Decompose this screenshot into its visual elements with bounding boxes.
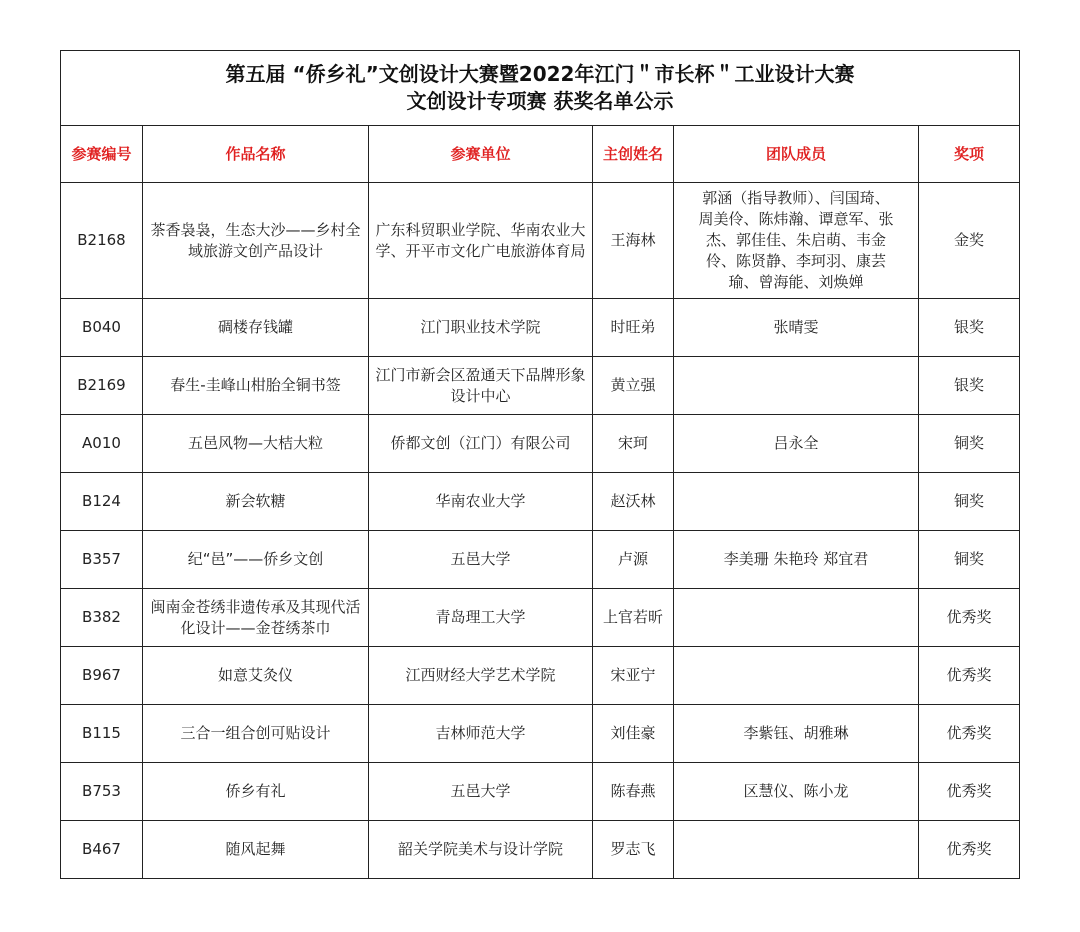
cell-id: B115 <box>61 705 143 763</box>
cell-work: 侨乡有礼 <box>143 763 369 821</box>
cell-lead: 赵沃林 <box>593 473 674 531</box>
cell-award: 银奖 <box>919 357 1020 415</box>
table-title <box>61 51 1020 126</box>
cell-team <box>674 589 919 647</box>
cell-work: 随风起舞 <box>143 821 369 879</box>
cell-lead: 宋珂 <box>593 415 674 473</box>
cell-work: 新会软糖 <box>143 473 369 531</box>
table-row <box>61 705 1020 763</box>
cell-award: 铜奖 <box>919 473 1020 531</box>
table-row <box>61 821 1020 879</box>
header-team: 团队成员 <box>674 126 919 183</box>
cell-team <box>674 357 919 415</box>
cell-award: 铜奖 <box>919 531 1020 589</box>
cell-lead: 上官若昕 <box>593 589 674 647</box>
cell-lead: 王海林 <box>593 183 674 299</box>
cell-lead: 宋亚宁 <box>593 647 674 705</box>
cell-id: B467 <box>61 821 143 879</box>
cell-lead: 黄立强 <box>593 357 674 415</box>
cell-team: 李紫钰、胡雅琳 <box>674 705 919 763</box>
cell-unit: 江门市新会区盈通天下品牌形象设计中心 <box>369 357 593 415</box>
cell-lead: 时旺弟 <box>593 299 674 357</box>
cell-work: 春生-圭峰山柑胎全铜书签 <box>143 357 369 415</box>
table-row <box>61 531 1020 589</box>
cell-team <box>674 473 919 531</box>
cell-award: 优秀奖 <box>919 763 1020 821</box>
cell-award: 金奖 <box>919 183 1020 299</box>
cell-award: 优秀奖 <box>919 589 1020 647</box>
header-row <box>61 126 1020 183</box>
cell-work: 五邑风物—大桔大粒 <box>143 415 369 473</box>
cell-unit: 侨都文创（江门）有限公司 <box>369 415 593 473</box>
cell-unit: 五邑大学 <box>369 531 593 589</box>
cell-team: 吕永全 <box>674 415 919 473</box>
cell-id: B040 <box>61 299 143 357</box>
award-list-table <box>60 50 1020 879</box>
table-row <box>61 357 1020 415</box>
cell-lead: 卢源 <box>593 531 674 589</box>
table-row <box>61 589 1020 647</box>
cell-unit: 江西财经大学艺术学院 <box>369 647 593 705</box>
cell-award: 优秀奖 <box>919 647 1020 705</box>
cell-unit: 韶关学院美术与设计学院 <box>369 821 593 879</box>
table-row <box>61 473 1020 531</box>
cell-id: B2168 <box>61 183 143 299</box>
cell-id: A010 <box>61 415 143 473</box>
header-work: 作品名称 <box>143 126 369 183</box>
cell-id: B967 <box>61 647 143 705</box>
cell-work: 碉楼存钱罐 <box>143 299 369 357</box>
cell-award: 银奖 <box>919 299 1020 357</box>
cell-work: 茶香袅袅，生态大沙——乡村全域旅游文创产品设计 <box>143 183 369 299</box>
cell-lead: 刘佳豪 <box>593 705 674 763</box>
table-row <box>61 183 1020 299</box>
cell-id: B2169 <box>61 357 143 415</box>
cell-team <box>674 647 919 705</box>
header-award: 奖项 <box>919 126 1020 183</box>
cell-unit: 青岛理工大学 <box>369 589 593 647</box>
cell-unit: 广东科贸职业学院、华南农业大学、开平市文化广电旅游体育局 <box>369 183 593 299</box>
cell-work: 三合一组合创可贴设计 <box>143 705 369 763</box>
cell-team: 李美珊 朱艳玲 郑宜君 <box>674 531 919 589</box>
cell-work: 纪“邑”——侨乡文创 <box>143 531 369 589</box>
cell-unit: 华南农业大学 <box>369 473 593 531</box>
cell-lead: 陈春燕 <box>593 763 674 821</box>
cell-unit: 江门职业技术学院 <box>369 299 593 357</box>
cell-id: B357 <box>61 531 143 589</box>
cell-id: B124 <box>61 473 143 531</box>
table-row <box>61 647 1020 705</box>
header-unit: 参赛单位 <box>369 126 593 183</box>
cell-award: 铜奖 <box>919 415 1020 473</box>
header-id: 参赛编号 <box>61 126 143 183</box>
cell-work: 如意艾灸仪 <box>143 647 369 705</box>
cell-unit: 吉林师范大学 <box>369 705 593 763</box>
cell-team: 郭涵（指导教师）、闫国琦、周美伶、陈炜瀚、谭意军、张杰、郭佳佳、朱启萌、韦金伶、陈贤静、李珂羽、康芸瑜、曾海能、刘焕婵 <box>674 183 919 299</box>
cell-award: 优秀奖 <box>919 821 1020 879</box>
cell-lead: 罗志飞 <box>593 821 674 879</box>
cell-team: 区慧仪、陈小龙 <box>674 763 919 821</box>
cell-award: 优秀奖 <box>919 705 1020 763</box>
title-line-1: 第五届 “侨乡礼”文创设计大赛暨2022年江门＂市长杯＂工业设计大赛 <box>225 62 855 86</box>
cell-work: 闽南金苍绣非遗传承及其现代活化设计——金苍绣茶巾 <box>143 589 369 647</box>
table-row <box>61 299 1020 357</box>
table-row <box>61 763 1020 821</box>
title-line-2: 文创设计专项赛 获奖名单公示 <box>406 89 674 113</box>
table-row <box>61 415 1020 473</box>
header-lead: 主创姓名 <box>593 126 674 183</box>
cell-unit: 五邑大学 <box>369 763 593 821</box>
cell-team <box>674 821 919 879</box>
cell-id: B382 <box>61 589 143 647</box>
cell-team: 张晴雯 <box>674 299 919 357</box>
cell-id: B753 <box>61 763 143 821</box>
